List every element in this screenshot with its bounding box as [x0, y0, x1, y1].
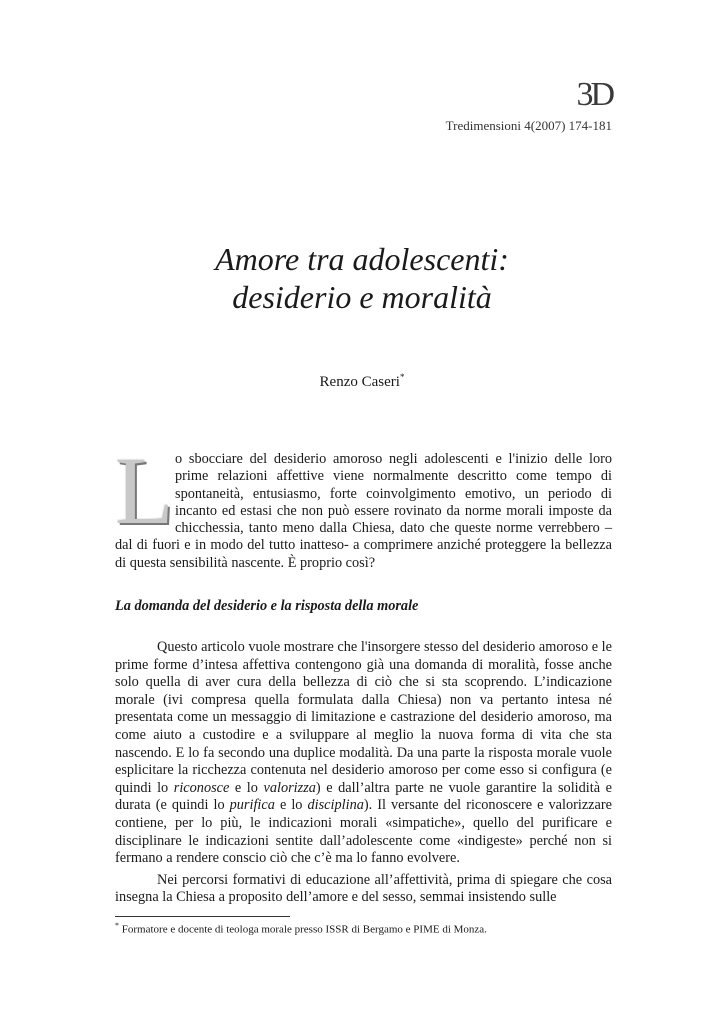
footnote-mark: * [115, 921, 119, 930]
body-paragraph-2: Nei percorsi formativi di educazione all’affettività, prima di spiegare che cosa insegna la Chiesa a proposito dell’amore e del sesso, semmai insistendo sulle [115, 871, 612, 906]
section-heading: La domanda del desiderio e la risposta della morale [115, 598, 419, 614]
p1-emphasis-4: disciplina [307, 797, 364, 814]
author-line [0, 372, 724, 391]
body-text [115, 639, 612, 907]
footnote-text: Formatore e docente di teologa morale presso ISSR di Bergamo e PIME di Monza. [119, 923, 487, 936]
intro-text: o sbocciare del desiderio amoroso negli adolescenti e l'inizio delle loro prime relazioni affettive viene normalmente descritto come tempo di spontaneità, entusiasmo, forte coinvolgimento emotivo, un periodo di incanto ed estasi che non può essere rovinato da norme morali imposte da chicchessia, tanto meno dalla Chiesa, dato che queste norme verrebbero –dal di fuori e in modo del tutto inatteso- a comprimere anziché proteggere la bellezza di questa sensibilità nascente. È proprio così? [115, 451, 612, 571]
p1-text-2: e lo [229, 779, 264, 796]
p1-text-3: ) e dall’altra parte ne vuole garantire la solidità e durata (e quindi lo [115, 779, 612, 814]
p1-text-4: e lo [274, 797, 308, 814]
intro-paragraph [115, 437, 612, 572]
p1-emphasis-1: riconosce [173, 779, 230, 796]
title-line-1: Amore tra adolescenti: [215, 241, 509, 277]
drop-cap: L [115, 437, 174, 544]
p1-text-5: ). Il versante del riconoscere e valorizzare contiene, per lo più, le indicazioni morali «simpatiche», quello del purificare e disciplinare le indicazioni sentite dall’adolescente come «indigeste» perché non si fermano a rendere conscio ciò che c’è ma lo fanno evolvere. [115, 797, 612, 867]
journal-reference: Tredimensioni 4(2007) 174-181 [445, 118, 612, 133]
footnote [115, 921, 487, 936]
author-footnote-mark: * [399, 372, 405, 382]
footnote-divider [115, 916, 290, 917]
article-title [0, 240, 724, 316]
title-line-2: desiderio e moralità [232, 279, 492, 315]
journal-logo: 3D [576, 76, 612, 113]
p1-text-1: Questo articolo vuole mostrare che l'insorgere stesso del desiderio amoroso e le prime forme d’intesa affettiva contengono già una domanda di moralità, fosse anche solo quella di aver cura della bellezza di ciò che si sta scoprendo. L’indicazione morale (ivi compresa quella formulata dalla Chiesa) non va pertanto intesa né presentata come un messaggio di limitazione e castrazione del desiderio amoroso, ma come aiuto a custodire e a sviluppare al meglio la nuova forma di vita che sta nascendo. E lo fa secondo una duplice modalità. Da una parte la risposta morale vuole esplicitare la ricchezza contenuta nel desiderio amoroso per come esso si configura (e quindi lo [115, 639, 612, 796]
author-name: Renzo Caseri [319, 374, 400, 390]
body-paragraph-1 [115, 639, 612, 868]
p1-emphasis-2: valorizza [263, 779, 316, 796]
p1-emphasis-3: purifica [229, 797, 275, 814]
